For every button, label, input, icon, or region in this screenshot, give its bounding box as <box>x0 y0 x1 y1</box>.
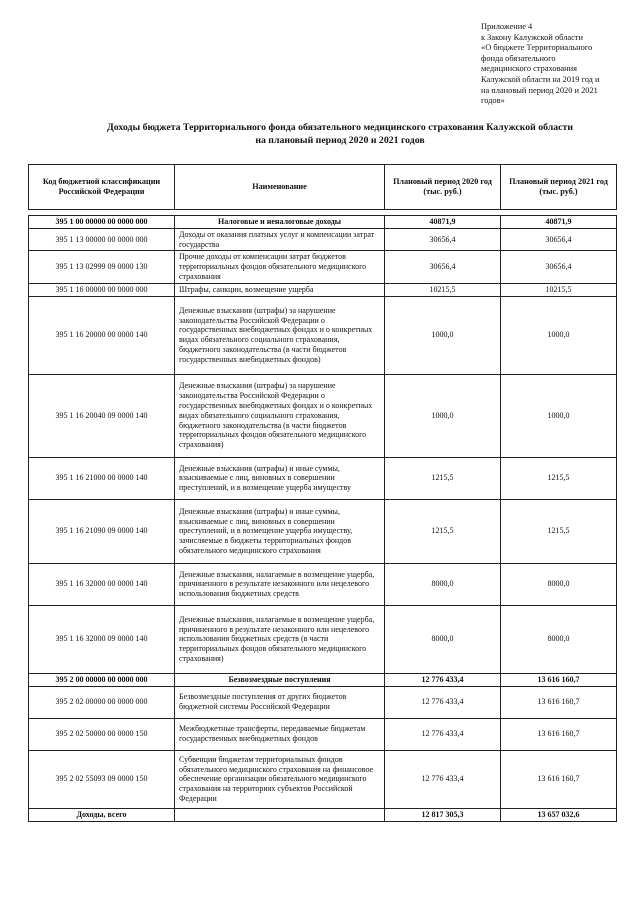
value-2020-cell: 30656,4 <box>385 251 501 283</box>
table-row <box>29 750 617 808</box>
value-2021-cell: 8000,0 <box>501 605 617 673</box>
appendix-line: на плановый период 2020 и 2021 <box>481 85 598 95</box>
code-cell: 395 1 16 20040 09 0000 140 <box>29 374 175 457</box>
table-body <box>29 216 617 809</box>
table-row <box>29 718 617 750</box>
header-name: Наименование <box>175 165 385 210</box>
name-cell: Безвозмездные поступления от других бюджетов бюджетной системы Российской Федерации <box>175 686 385 718</box>
value-2021-cell: 13 616 160,7 <box>501 718 617 750</box>
code-cell: 395 1 16 32000 09 0000 140 <box>29 605 175 673</box>
code-cell: 395 2 00 00000 00 0000 000 <box>29 673 175 686</box>
total-2020: 12 817 305,3 <box>385 808 501 821</box>
header-plan-2020: Плановый период 2020 год (тыс. руб.) <box>385 165 501 210</box>
code-cell: 395 1 16 00000 00 0000 000 <box>29 283 175 296</box>
name-cell: Прочие доходы от компенсации затрат бюджетов территориальных фондов обязательного медицинского страхования <box>175 251 385 283</box>
code-cell: 395 1 13 02999 09 0000 130 <box>29 251 175 283</box>
value-2021-cell: 1000,0 <box>501 296 617 374</box>
value-2021-cell: 1215,5 <box>501 457 617 499</box>
value-2020-cell: 30656,4 <box>385 228 501 251</box>
total-2021: 13 657 032,6 <box>501 808 617 821</box>
header-code: Код бюджетной классификации Российской Федерации <box>29 165 175 210</box>
code-cell: 395 1 16 21000 00 0000 140 <box>29 457 175 499</box>
code-cell: 395 2 02 00000 00 0000 000 <box>29 686 175 718</box>
value-2021-cell: 30656,4 <box>501 251 617 283</box>
value-2020-cell: 8000,0 <box>385 605 501 673</box>
table-row <box>29 457 617 499</box>
code-cell: 395 1 16 21090 09 0000 140 <box>29 499 175 563</box>
name-cell: Денежные взыскания, налагаемые в возмещение ущерба, причиненного в результате незаконного или нецелевого использования бюджетных средств (в части территориальных фондов обязательного медицинского страхования) <box>175 605 385 673</box>
name-cell: Безвозмездные поступления <box>175 673 385 686</box>
name-cell: Налоговые и неналоговые доходы <box>175 216 385 229</box>
value-2021-cell: 1000,0 <box>501 374 617 457</box>
value-2020-cell: 1000,0 <box>385 296 501 374</box>
header-plan-2021: Плановый период 2021 год (тыс. руб.) <box>501 165 617 210</box>
value-2021-cell: 13 616 160,7 <box>501 673 617 686</box>
value-2020-cell: 10215,5 <box>385 283 501 296</box>
table-row <box>29 673 617 686</box>
value-2020-cell: 12 776 433,4 <box>385 718 501 750</box>
name-cell: Штрафы, санкции, возмещение ущерба <box>175 283 385 296</box>
appendix-line: медицинского страхования <box>481 64 577 74</box>
value-2020-cell: 12 776 433,4 <box>385 686 501 718</box>
document-title <box>60 122 620 147</box>
appendix-note <box>481 22 621 107</box>
code-cell: 395 2 02 55093 09 0000 150 <box>29 750 175 808</box>
value-2020-cell: 1215,5 <box>385 457 501 499</box>
appendix-line: к Закону Калужской области <box>481 32 583 42</box>
name-cell: Денежные взыскания, налагаемые в возмещение ущерба, причиненного в результате незаконного или нецелевого использования бюджетных средств <box>175 563 385 605</box>
name-cell: Денежные взыскания (штрафы) и иные суммы, взыскиваемые с лиц, виновных в совершении преступлений, и в возмещение ущерба имуществу <box>175 457 385 499</box>
name-cell: Денежные взыскания (штрафы) за нарушение законодательства Российской Федерации о государственных внебюджетных фондах и о конкретных видах обязательного социального страхования, бюджетного законодательства (в части бюджетов государственных внебюджетных фондов) <box>175 296 385 374</box>
name-cell: Денежные взыскания (штрафы) и иные суммы, взыскиваемые с лиц, виновных в совершении преступлений, и в возмещение ущерба имуществу, зачисляемые в бюджеты территориальных фондов обязательного медицинского страхования <box>175 499 385 563</box>
code-cell: 395 1 00 00000 00 0000 000 <box>29 216 175 229</box>
appendix-line: фонда обязательного <box>481 53 556 63</box>
revenue-table <box>28 164 617 822</box>
table-row <box>29 216 617 229</box>
table-row <box>29 296 617 374</box>
title-line-1: Доходы бюджета Территориального фонда обязательного медицинского страхования Калужской области <box>107 122 573 133</box>
name-cell: Субвенции бюджетам территориальных фондов обязательного медицинского страхования на финансовое обеспечение организации обязательного медицинского страхования на территориях субъектов Российской Федерации <box>175 750 385 808</box>
name-cell: Межбюджетные трансферты, передаваемые бюджетам государственных внебюджетных фондов <box>175 718 385 750</box>
appendix-line: Калужской области на 2019 год и <box>481 74 600 84</box>
table-row <box>29 563 617 605</box>
table-row <box>29 686 617 718</box>
name-cell: Доходы от оказания платных услуг и компенсации затрат государства <box>175 228 385 251</box>
value-2021-cell: 10215,5 <box>501 283 617 296</box>
code-cell: 395 1 16 20000 00 0000 140 <box>29 296 175 374</box>
table-row <box>29 499 617 563</box>
table-row <box>29 605 617 673</box>
appendix-line: «О бюджете Территориального <box>481 43 593 53</box>
value-2021-cell: 13 616 160,7 <box>501 686 617 718</box>
total-row <box>29 808 617 821</box>
value-2020-cell: 12 776 433,4 <box>385 750 501 808</box>
code-cell: 395 1 16 32000 00 0000 140 <box>29 563 175 605</box>
value-2021-cell: 13 616 160,7 <box>501 750 617 808</box>
value-2020-cell: 1215,5 <box>385 499 501 563</box>
table-header-row <box>29 165 617 210</box>
value-2020-cell: 40871,9 <box>385 216 501 229</box>
appendix-line: Приложение 4 <box>481 22 533 31</box>
code-cell: 395 1 13 00000 00 0000 000 <box>29 228 175 251</box>
value-2021-cell: 40871,9 <box>501 216 617 229</box>
table-row <box>29 283 617 296</box>
total-label: Доходы, всего <box>29 808 175 821</box>
title-line-2: на плановый период 2020 и 2021 годов <box>255 134 425 146</box>
name-cell: Денежные взыскания (штрафы) за нарушение законодательства Российской Федерации о государственных внебюджетных фондах и о конкретных видах обязательного социального страхования, бюджетного законодательства (в части бюджетов территориальных фондов обязательного медицинского страхования) <box>175 374 385 457</box>
value-2020-cell: 8000,0 <box>385 563 501 605</box>
value-2020-cell: 12 776 433,4 <box>385 673 501 686</box>
appendix-line: годов» <box>481 96 505 106</box>
table-row <box>29 228 617 251</box>
value-2020-cell: 1000,0 <box>385 374 501 457</box>
total-name-cell <box>175 808 385 821</box>
value-2021-cell: 30656,4 <box>501 228 617 251</box>
value-2021-cell: 1215,5 <box>501 499 617 563</box>
code-cell: 395 2 02 50000 00 0000 150 <box>29 718 175 750</box>
table-row <box>29 251 617 283</box>
table-row <box>29 374 617 457</box>
value-2021-cell: 8000,0 <box>501 563 617 605</box>
